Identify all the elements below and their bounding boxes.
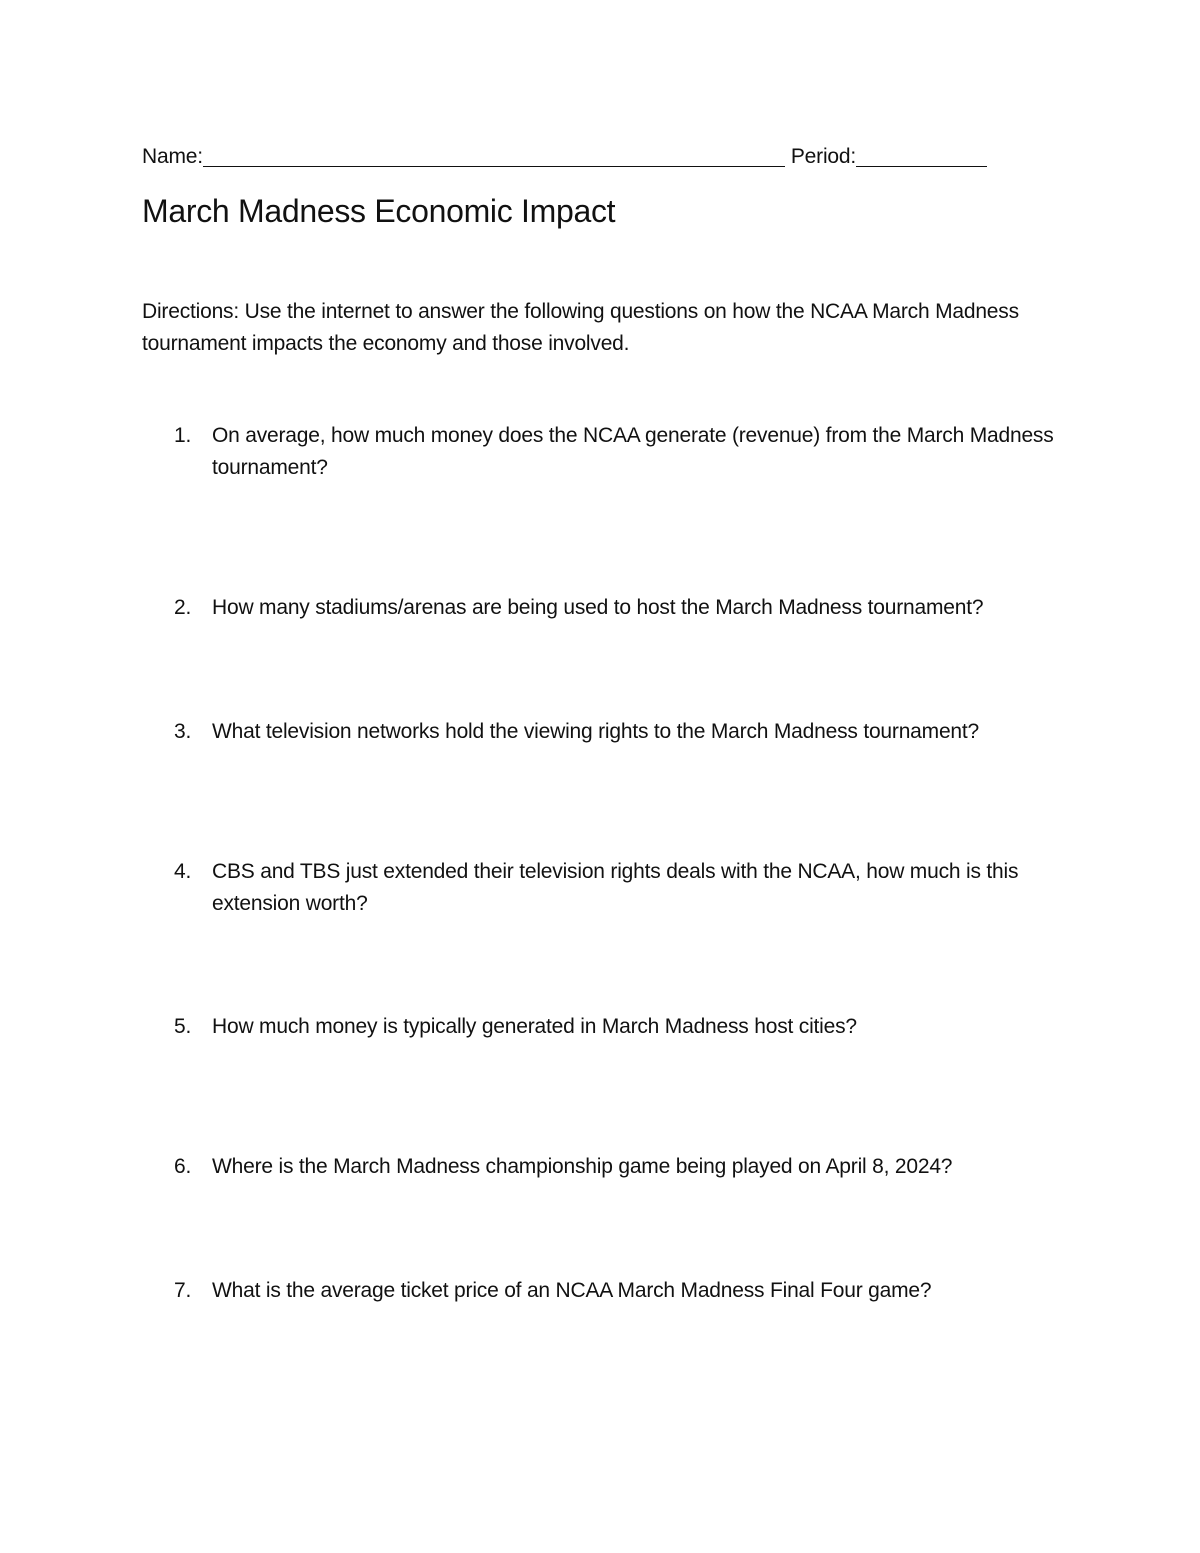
question-item bbox=[142, 592, 1062, 624]
question-item bbox=[142, 856, 1062, 919]
question-number: 2. bbox=[174, 596, 192, 619]
question-number: 7. bbox=[174, 1279, 192, 1302]
question-number: 3. bbox=[174, 720, 192, 743]
name-blank-field[interactable] bbox=[203, 145, 785, 167]
question-number: 6. bbox=[174, 1155, 192, 1178]
question-text: What is the average ticket price of an NCAA March Madness Final Four game? bbox=[212, 1279, 932, 1302]
question-text: What television networks hold the viewing rights to the March Madness tournament? bbox=[212, 720, 980, 743]
question-number: 1. bbox=[174, 424, 192, 447]
question-item bbox=[142, 1275, 1062, 1307]
worksheet-title: March Madness Economic Impact bbox=[142, 193, 616, 229]
question-item bbox=[142, 1151, 1062, 1183]
question-text: How many stadiums/arenas are being used to host the March Madness tournament? bbox=[212, 596, 984, 619]
period-blank-field[interactable] bbox=[856, 145, 987, 167]
period-label: Period: bbox=[790, 145, 856, 168]
name-label: Name: bbox=[142, 145, 203, 168]
name-period-line bbox=[142, 142, 987, 172]
question-item bbox=[142, 716, 1062, 748]
question-text: How much money is typically generated in March Madness host cities? bbox=[212, 1015, 857, 1038]
question-text: CBS and TBS just extended their television rights deals with the NCAA, how much is this extension worth? bbox=[212, 860, 1019, 915]
directions-text: Directions: Use the internet to answer the following questions on how the NCAA March Madness tournament impacts the economy and those involved. bbox=[142, 300, 1019, 355]
question-number: 4. bbox=[174, 860, 192, 883]
question-item bbox=[142, 420, 1062, 483]
question-text: On average, how much money does the NCAA generate (revenue) from the March Madness tournament? bbox=[212, 424, 1054, 479]
question-text: Where is the March Madness championship game being played on April 8, 2024? bbox=[212, 1155, 953, 1178]
question-number: 5. bbox=[174, 1015, 192, 1038]
question-item bbox=[142, 1011, 1062, 1043]
